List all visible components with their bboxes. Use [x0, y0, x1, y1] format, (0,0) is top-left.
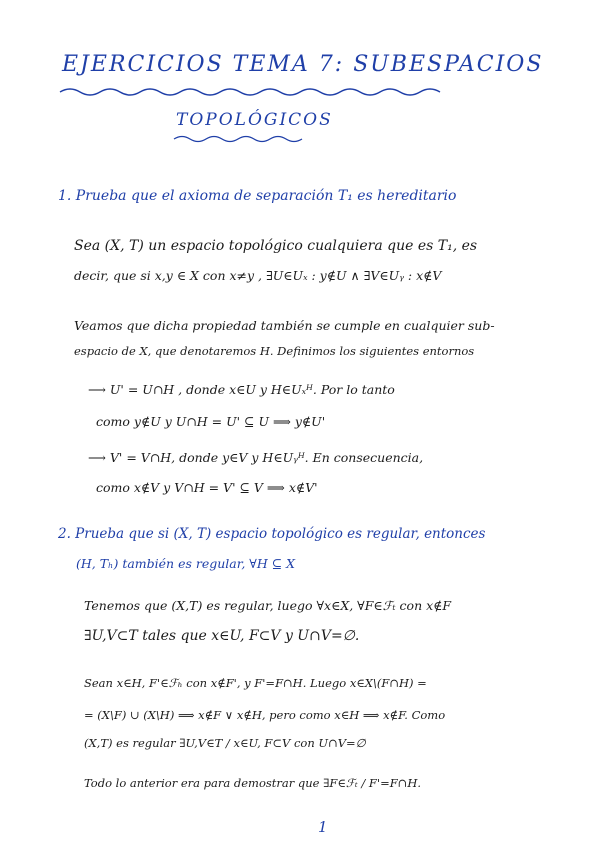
exercise-2-line: Sean x∈H, F'∈ℱₕ con x∉F', y F'=F∩H. Luego x∈Ⅹ\(F∩H) = [84, 676, 427, 690]
exercise-1-heading: 1. Prueba que el axioma de separación T₁ es hereditario [58, 188, 457, 204]
exercise-2-line: = (Ⅹ\F) ∪ (Ⅹ\H) ⟹ x∉F ∨ x∉H, pero como x∈H ⟹ x∉F. Como [84, 708, 446, 722]
exercise-1-line: ⟶ V' = V∩H, donde y∈V y H∈Uᵧᴴ. En consecuencia, [88, 450, 424, 465]
exercise-2-line: Tenemos que (Ⅹ,T) es regular, luego ∀x∈Ⅹ, ∀F∈ℱₜ con x∉F [84, 598, 452, 613]
exercise-1-line: espacio de Ⅹ, que denotaremos H. Definimos los siguientes entornos [74, 344, 475, 358]
exercise-2-line: (Ⅹ,T) es regular ∃U,V∈T / x∈U, F⊂V con U∩V=∅ [84, 736, 366, 750]
page-number: 1 [318, 818, 328, 836]
exercise-2-heading: 2. Prueba que si (Ⅹ, T) espacio topológico es regular, entonces [58, 526, 486, 542]
exercise-1-line: Veamos que dicha propiedad también se cumple en cualquier sub- [74, 318, 495, 333]
exercise-1-line: decir, que si x,y ∈ Ⅹ con x≠y , ∃U∈Uₓ : y∉U ∧ ∃V∈Uᵧ : x∉V [74, 268, 442, 283]
exercise-2-line: ∃U,V⊂T tales que x∈U, F⊂V y U∩V=∅. [84, 628, 360, 644]
exercise-2-heading: (H, Tₕ) también es regular, ∀H ⊆ Ⅹ [76, 556, 296, 571]
title-underline [58, 84, 448, 98]
exercise-1-line: ⟶ U' = U∩H , donde x∈U y H∈Uₓᴴ. Por lo tanto [88, 382, 395, 397]
subtitle-underline [172, 132, 312, 144]
page-subtitle: TOPOLÓGICOS [176, 110, 333, 130]
exercise-2-line: Todo lo anterior era para demostrar que ∃F∈ℱₜ / F'=F∩H. [84, 776, 422, 790]
exercise-1-line: como x∉V y V∩H = V' ⊆ V ⟹ x∉V' [96, 480, 318, 495]
exercise-1-line: como y∉U y U∩H = U' ⊆ U ⟹ y∉U' [96, 414, 326, 429]
exercise-1-line: Sea (Ⅹ, T) un espacio topológico cualquiera que es T₁, es [74, 238, 478, 254]
page-title: EJERCICIOS TEMA 7: SUBESPACIOS [62, 52, 544, 77]
